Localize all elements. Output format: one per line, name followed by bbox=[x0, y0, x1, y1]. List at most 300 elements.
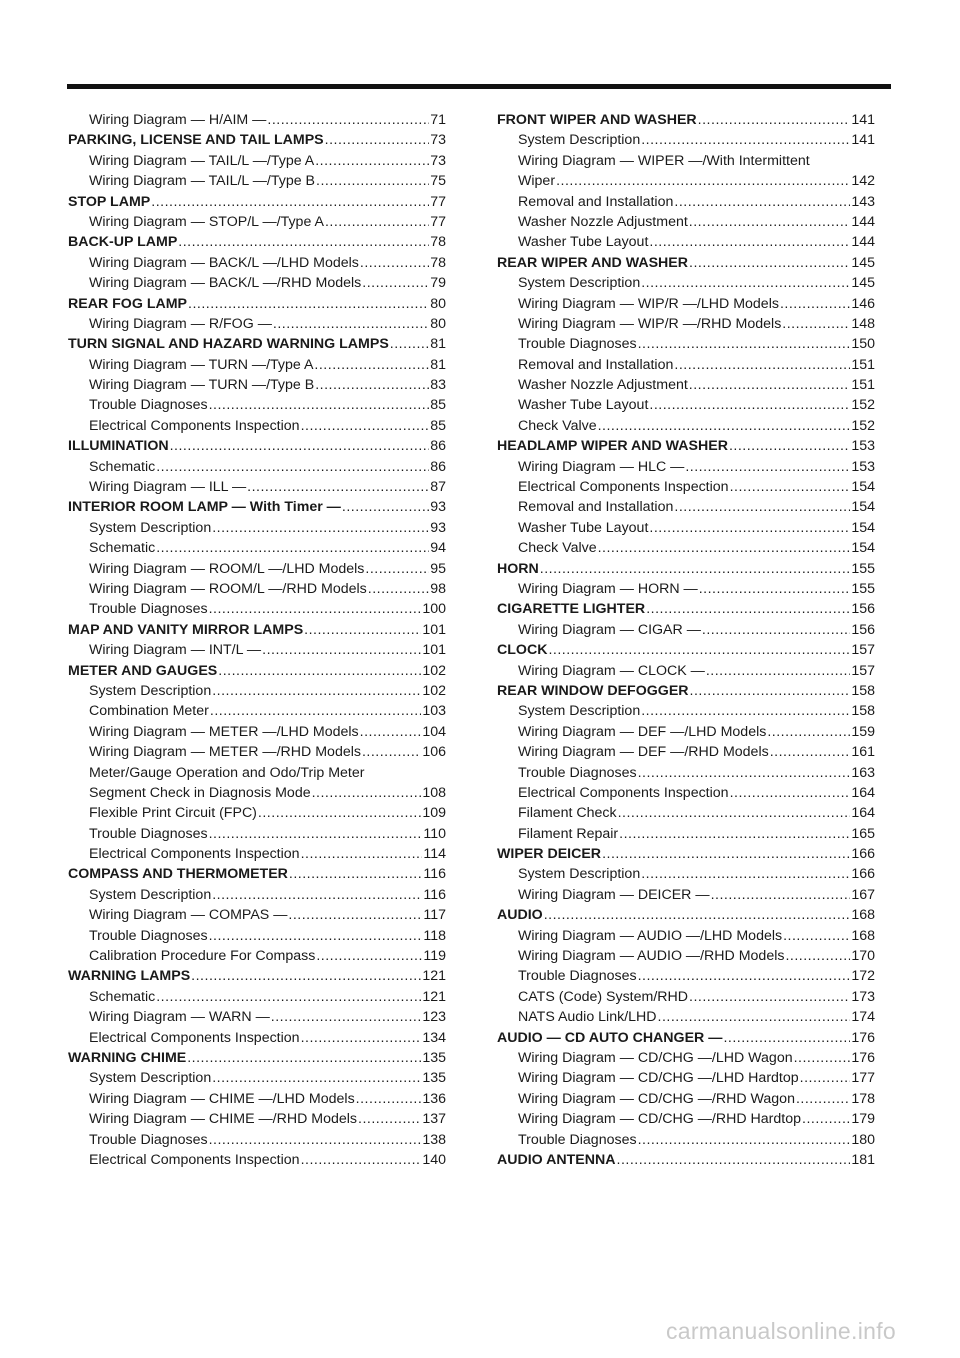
dot-leader bbox=[649, 518, 850, 538]
dot-leader bbox=[301, 844, 423, 864]
toc-entry-title: Trouble Diagnoses bbox=[518, 336, 637, 353]
toc-page-number: 154 bbox=[851, 499, 875, 516]
toc-page-number: 117 bbox=[423, 907, 446, 924]
dot-leader bbox=[689, 375, 851, 395]
toc-entry-wiring-diagram-back-l-lhd-models[interactable] bbox=[68, 253, 446, 273]
dot-leader bbox=[689, 253, 850, 273]
toc-entry-wiring-diagram-turn-type-b[interactable] bbox=[68, 375, 446, 395]
toc-entry-title: CATS (Code) System/RHD bbox=[518, 988, 689, 1005]
toc-section-front-wiper-and-washer[interactable] bbox=[497, 110, 875, 130]
dot-leader bbox=[356, 1089, 422, 1109]
toc-entry-system-description[interactable] bbox=[68, 885, 446, 905]
dot-leader bbox=[210, 701, 421, 721]
toc-entry-title: HORN bbox=[497, 560, 539, 577]
toc-page-number: 156 bbox=[851, 621, 875, 638]
toc-entry-title: Wiring Diagram — CHIME —/LHD Models bbox=[89, 1090, 355, 1107]
toc-entry-title: Check Valve bbox=[518, 417, 597, 434]
dot-leader bbox=[800, 1068, 851, 1088]
toc-entry-title: Washer Nozzle Adjustment bbox=[518, 377, 688, 394]
toc-page-number: 78 bbox=[430, 234, 446, 251]
toc-section-horn[interactable] bbox=[497, 559, 875, 579]
dot-leader bbox=[598, 416, 851, 436]
toc-page-number: 168 bbox=[851, 907, 875, 924]
toc-page-number: 116 bbox=[423, 886, 446, 903]
toc-entry-title: Wiring Diagram — DEF —/RHD Models bbox=[518, 744, 769, 761]
toc-page-number: 166 bbox=[851, 866, 875, 883]
toc-entry-trouble-diagnoses[interactable] bbox=[68, 926, 446, 946]
toc-page-number: 114 bbox=[423, 846, 446, 863]
dot-leader bbox=[362, 273, 429, 293]
toc-entry-wiring-diagram-def-lhd-models[interactable] bbox=[497, 722, 875, 742]
toc-entry-title: Wiring Diagram — TURN —/Type B bbox=[89, 377, 315, 394]
toc-page-number: 95 bbox=[430, 560, 446, 577]
toc-section-illumination[interactable] bbox=[68, 436, 446, 456]
toc-entry-meter-gauge-operation-and-odo-trip-meter[interactable] bbox=[68, 763, 446, 783]
toc-page-number: 104 bbox=[422, 723, 446, 740]
toc-entry-wiring-diagram-meter-lhd-models[interactable] bbox=[68, 722, 446, 742]
toc-entry-electrical-components-inspection[interactable] bbox=[68, 416, 446, 436]
toc-entry-title: Removal and Installation bbox=[518, 193, 674, 210]
toc-page-number: 145 bbox=[851, 254, 875, 271]
toc-page-number: 157 bbox=[851, 662, 875, 679]
dot-leader bbox=[304, 620, 421, 640]
toc-entry-title: System Description bbox=[518, 275, 641, 292]
toc-entry-title: Washer Tube Layout bbox=[518, 397, 649, 414]
toc-entry-schematic[interactable] bbox=[68, 457, 446, 477]
dot-leader bbox=[702, 620, 850, 640]
dot-leader bbox=[674, 192, 850, 212]
toc-page-number: 156 bbox=[851, 601, 875, 618]
dot-leader bbox=[209, 1130, 422, 1150]
toc-entry-title: Wiring Diagram — STOP/L —/Type A bbox=[89, 213, 324, 230]
toc-entry-system-description[interactable] bbox=[497, 701, 875, 721]
toc-page-number: 134 bbox=[422, 1029, 446, 1046]
toc-entry-wiring-diagram-deicer[interactable] bbox=[497, 885, 875, 905]
toc-entry-title: Filament Check bbox=[518, 805, 617, 822]
toc-section-cigarette-lighter[interactable] bbox=[497, 599, 875, 619]
toc-entry-title: Trouble Diagnoses bbox=[518, 1131, 637, 1148]
toc-entry-electrical-components-inspection[interactable] bbox=[68, 1150, 446, 1170]
toc-entry-trouble-diagnoses[interactable] bbox=[497, 1130, 875, 1150]
toc-entry-system-description[interactable] bbox=[68, 681, 446, 701]
toc-section-meter-and-gauges[interactable] bbox=[68, 661, 446, 681]
toc-entry-wiring-diagram-cigar[interactable] bbox=[497, 620, 875, 640]
dot-leader bbox=[598, 538, 851, 558]
toc-entry-trouble-diagnoses[interactable] bbox=[68, 824, 446, 844]
toc-page-number: 146 bbox=[851, 295, 875, 312]
toc-section-compass-and-thermometer[interactable] bbox=[68, 864, 446, 884]
toc-entry-title: Calibration Procedure For Compass bbox=[89, 948, 316, 965]
dot-leader bbox=[638, 1130, 851, 1150]
toc-entry-title: Segment Check in Diagnosis Mode bbox=[89, 784, 311, 801]
dot-leader bbox=[314, 355, 429, 375]
toc-entry-title: REAR WIPER AND WASHER bbox=[497, 254, 689, 271]
toc-entry-title: Wiring Diagram — ROOM/L —/LHD Models bbox=[89, 560, 365, 577]
toc-section-headlamp-wiper-and-washer[interactable] bbox=[497, 436, 875, 456]
toc-page-number: 165 bbox=[851, 825, 875, 842]
dot-leader bbox=[690, 681, 851, 701]
toc-entry-wiring-diagram-audio-lhd-models[interactable] bbox=[497, 926, 875, 946]
toc-entry-wiring-diagram-chime-lhd-models[interactable] bbox=[68, 1089, 446, 1109]
toc-entry-wiring-diagram-audio-rhd-models[interactable] bbox=[497, 946, 875, 966]
toc-entry-title: Trouble Diagnoses bbox=[89, 825, 208, 842]
dot-leader bbox=[544, 905, 851, 925]
toc-page-number: 154 bbox=[851, 479, 875, 496]
toc-entry-filament-check[interactable] bbox=[497, 803, 875, 823]
toc-entry-title: Wiring Diagram — CLOCK — bbox=[518, 662, 705, 679]
toc-page-number: 152 bbox=[851, 417, 875, 434]
toc-entry-check-valve[interactable] bbox=[497, 538, 875, 558]
toc-entry-title: Wiring Diagram — COMPAS — bbox=[89, 907, 288, 924]
toc-entry-system-description[interactable] bbox=[497, 130, 875, 150]
toc-page-number: 80 bbox=[430, 315, 446, 332]
toc-entry-wiring-diagram-clock[interactable] bbox=[497, 661, 875, 681]
dot-leader bbox=[706, 661, 850, 681]
toc-section-audio-cd-auto-changer[interactable] bbox=[497, 1028, 875, 1048]
toc-page-number: 157 bbox=[851, 642, 875, 659]
toc-entry-trouble-diagnoses[interactable] bbox=[68, 395, 446, 415]
toc-page-number: 123 bbox=[422, 1009, 446, 1026]
toc-entry-removal-and-installation[interactable] bbox=[497, 355, 875, 375]
dot-leader bbox=[649, 232, 850, 252]
toc-page-number: 140 bbox=[422, 1151, 446, 1168]
dot-leader bbox=[638, 966, 851, 986]
toc-entry-wiring-diagram-hlc[interactable] bbox=[497, 457, 875, 477]
toc-page-number: 78 bbox=[430, 254, 446, 271]
toc-entry-electrical-components-inspection[interactable] bbox=[68, 1028, 446, 1048]
toc-entry-schematic[interactable] bbox=[68, 987, 446, 1007]
toc-entry-title: Wiring Diagram — TAIL/L —/Type B bbox=[89, 173, 316, 190]
toc-entry-title: System Description bbox=[89, 519, 212, 536]
dot-leader bbox=[188, 294, 429, 314]
toc-entry-washer-nozzle-adjustment[interactable] bbox=[497, 375, 875, 395]
toc-entry-check-valve[interactable] bbox=[497, 416, 875, 436]
dot-leader bbox=[646, 599, 850, 619]
toc-entry-wiring-diagram-ill[interactable] bbox=[68, 477, 446, 497]
toc-section-warning-chime[interactable] bbox=[68, 1048, 446, 1068]
toc-entry-title: System Description bbox=[518, 703, 641, 720]
dot-leader bbox=[689, 212, 851, 232]
toc-entry-title: Meter/Gauge Operation and Odo/Trip Meter bbox=[89, 764, 365, 781]
toc-entry-system-description[interactable] bbox=[68, 1068, 446, 1088]
toc-entry-title: Wiring Diagram — HORN — bbox=[518, 581, 698, 597]
toc-entry-wiring-diagram-cd-chg-rhd-wagon[interactable] bbox=[497, 1089, 875, 1109]
toc-entry-wiring-diagram-wip-r-rhd-models[interactable] bbox=[497, 314, 875, 334]
toc-entry-title: STOP LAMP bbox=[68, 193, 151, 210]
toc-page-number: 93 bbox=[430, 499, 446, 516]
dot-leader bbox=[312, 783, 422, 803]
toc-entry-title: Wiring Diagram — HLC — bbox=[518, 458, 685, 475]
toc-page-number: 154 bbox=[851, 519, 875, 536]
dot-leader bbox=[191, 966, 421, 986]
toc-entry-trouble-diagnoses[interactable] bbox=[497, 966, 875, 986]
dot-leader bbox=[698, 110, 851, 130]
toc-entry-wiring-diagram-horn[interactable] bbox=[497, 579, 875, 599]
toc-page-number: 80 bbox=[430, 295, 446, 312]
toc-entry-trouble-diagnoses[interactable] bbox=[497, 334, 875, 354]
toc-entry-wiper[interactable] bbox=[497, 171, 875, 191]
toc-page-number: 176 bbox=[851, 1049, 875, 1066]
toc-page-number: 73 bbox=[430, 152, 446, 169]
toc-entry-wiring-diagram-tail-l-type-a[interactable] bbox=[68, 151, 446, 171]
toc-section-warning-lamps[interactable] bbox=[68, 966, 446, 986]
toc-section-stop-lamp[interactable] bbox=[68, 192, 446, 212]
toc-section-audio-antenna[interactable] bbox=[497, 1150, 875, 1170]
toc-entry-trouble-diagnoses[interactable] bbox=[68, 1130, 446, 1150]
toc-page-number: 86 bbox=[430, 438, 446, 455]
dot-leader bbox=[288, 905, 422, 925]
dot-leader bbox=[767, 722, 850, 742]
toc-page-number: 121 bbox=[422, 968, 446, 985]
top-rule bbox=[67, 84, 891, 89]
toc-entry-electrical-components-inspection[interactable] bbox=[497, 783, 875, 803]
toc-entry-combination-meter[interactable] bbox=[68, 701, 446, 721]
toc-page-number: 110 bbox=[423, 825, 446, 842]
toc-page-number: 177 bbox=[851, 1070, 875, 1087]
toc-entry-wiring-diagram-r-fog[interactable] bbox=[68, 314, 446, 334]
dot-leader bbox=[289, 864, 422, 884]
toc-section-rear-wiper-and-washer[interactable] bbox=[497, 253, 875, 273]
toc-page-number: 141 bbox=[851, 112, 875, 128]
toc-entry-title: Electrical Components Inspection bbox=[89, 846, 300, 863]
dot-leader bbox=[212, 885, 422, 905]
toc-entry-wiring-diagram-tail-l-type-b[interactable] bbox=[68, 171, 446, 191]
toc-entry-title: Wiring Diagram — ILL — bbox=[89, 479, 247, 496]
toc-page-number: 170 bbox=[851, 948, 875, 965]
dot-leader bbox=[730, 783, 851, 803]
toc-entry-system-description[interactable] bbox=[68, 518, 446, 538]
toc-page-number: 71 bbox=[430, 112, 446, 128]
toc-entry-title: AUDIO ANTENNA bbox=[497, 1151, 616, 1168]
toc-entry-title: Wiring Diagram — BACK/L —/LHD Models bbox=[89, 254, 359, 271]
toc-entry-wiring-diagram-stop-l-type-a[interactable] bbox=[68, 212, 446, 232]
toc-entry-title: Electrical Components Inspection bbox=[89, 417, 300, 434]
toc-entry-trouble-diagnoses[interactable] bbox=[497, 763, 875, 783]
toc-page-number: 153 bbox=[851, 458, 875, 475]
dot-leader bbox=[783, 926, 850, 946]
toc-entry-washer-tube-layout[interactable] bbox=[497, 232, 875, 252]
toc-entry-title: AUDIO — CD AUTO CHANGER — bbox=[497, 1029, 723, 1046]
toc-page-number: 121 bbox=[422, 988, 446, 1005]
toc-entry-wiring-diagram-chime-rhd-models[interactable] bbox=[68, 1109, 446, 1129]
toc-entry-removal-and-installation[interactable] bbox=[497, 192, 875, 212]
toc-entry-title: Washer Nozzle Adjustment bbox=[518, 213, 688, 230]
toc-entry-wiring-diagram-cd-chg-lhd-hardtop[interactable] bbox=[497, 1068, 875, 1088]
toc-page-number: 116 bbox=[423, 866, 446, 883]
toc-page-number: 100 bbox=[422, 601, 446, 618]
dot-leader bbox=[641, 273, 850, 293]
toc-page-number: 174 bbox=[851, 1009, 875, 1026]
toc-entry-schematic[interactable] bbox=[68, 538, 446, 558]
toc-entry-title: COMPASS AND THERMOMETER bbox=[68, 866, 288, 883]
dot-leader bbox=[649, 395, 850, 415]
watermark: carmanualsonline.info bbox=[665, 1318, 896, 1344]
toc-entry-wiring-diagram-cd-chg-rhd-hardtop[interactable] bbox=[497, 1109, 875, 1129]
toc-entry-washer-tube-layout[interactable] bbox=[497, 518, 875, 538]
toc-entry-title: WARNING CHIME bbox=[68, 1049, 187, 1066]
dot-leader bbox=[209, 824, 423, 844]
dot-leader bbox=[618, 803, 851, 823]
toc-page-number: 151 bbox=[851, 377, 875, 394]
toc-entry-wiring-diagram-meter-rhd-models[interactable] bbox=[68, 742, 446, 762]
toc-section-audio[interactable] bbox=[497, 905, 875, 925]
toc-page-number: 148 bbox=[851, 315, 875, 332]
toc-entry-wiring-diagram-cd-chg-lhd-wagon[interactable] bbox=[497, 1048, 875, 1068]
toc-page-number: 137 bbox=[422, 1111, 446, 1128]
toc-entry-title: Filament Repair bbox=[518, 825, 619, 842]
toc-entry-wiring-diagram-compas[interactable] bbox=[68, 905, 446, 925]
toc-entry-wiring-diagram-back-l-rhd-models[interactable] bbox=[68, 273, 446, 293]
toc-entry-title: Flexible Print Circuit (FPC) bbox=[89, 805, 257, 822]
toc-entry-calibration-procedure-for-compass[interactable] bbox=[68, 946, 446, 966]
toc-page-number: 93 bbox=[430, 519, 446, 536]
toc-entry-title: Electrical Components Inspection bbox=[518, 479, 729, 496]
toc-entry-title: Removal and Installation bbox=[518, 499, 674, 516]
toc-section-parking-license-and-tail-lamps[interactable] bbox=[68, 130, 446, 150]
toc-entry-washer-tube-layout[interactable] bbox=[497, 395, 875, 415]
toc-section-interior-room-lamp-with-timer[interactable] bbox=[68, 497, 446, 517]
toc-entry-wiring-diagram-room-l-rhd-models[interactable] bbox=[68, 579, 446, 599]
toc-entry-wiring-diagram-wip-r-lhd-models[interactable] bbox=[497, 294, 875, 314]
toc-entry-wiring-diagram-h-aim[interactable] bbox=[68, 110, 446, 130]
toc-page-number: 159 bbox=[851, 723, 875, 740]
toc-page-number: 143 bbox=[851, 193, 875, 210]
toc-page-number: 102 bbox=[422, 682, 446, 699]
toc-entry-title: Electrical Components Inspection bbox=[89, 1151, 300, 1168]
dot-leader bbox=[218, 661, 421, 681]
toc-entry-washer-nozzle-adjustment[interactable] bbox=[497, 212, 875, 232]
toc-entry-trouble-diagnoses[interactable] bbox=[68, 599, 446, 619]
toc-page-number: 164 bbox=[851, 784, 875, 801]
toc-page-number: 75 bbox=[430, 173, 446, 190]
toc-entry-segment-check-in-diagnosis-mode[interactable] bbox=[68, 783, 446, 803]
dot-leader bbox=[156, 457, 429, 477]
toc-page-number: 73 bbox=[430, 132, 446, 149]
toc-page-number: 141 bbox=[851, 132, 875, 149]
toc-entry-filament-repair[interactable] bbox=[497, 824, 875, 844]
toc-page-number: 181 bbox=[851, 1151, 875, 1168]
toc-entry-title: Wiring Diagram — WIP/R —/RHD Models bbox=[518, 315, 782, 332]
toc-entry-title: Wiring Diagram — TURN —/Type A bbox=[89, 356, 314, 373]
dot-leader bbox=[316, 171, 429, 191]
toc-page-number: 77 bbox=[430, 193, 446, 210]
dot-leader bbox=[325, 212, 429, 232]
toc-entry-title: Combination Meter bbox=[89, 703, 209, 720]
toc-entry-system-description[interactable] bbox=[497, 273, 875, 293]
toc-entry-removal-and-installation[interactable] bbox=[497, 497, 875, 517]
toc-page-number: 85 bbox=[430, 417, 446, 434]
toc-entry-title: Trouble Diagnoses bbox=[518, 764, 637, 781]
toc-entry-title: WARNING LAMPS bbox=[68, 968, 191, 985]
toc-entry-title: Wiring Diagram — CD/CHG —/LHD Wagon bbox=[518, 1049, 793, 1066]
toc-entry-title: METER AND GAUGES bbox=[68, 662, 218, 679]
toc-page-number: 155 bbox=[851, 581, 875, 597]
toc-entry-system-description[interactable] bbox=[497, 864, 875, 884]
toc-entry-title: REAR WINDOW DEFOGGER bbox=[497, 682, 689, 699]
toc-entry-cats-code-system-rhd[interactable] bbox=[497, 987, 875, 1007]
dot-leader bbox=[390, 334, 429, 354]
toc-entry-title: Wiring Diagram — DEICER — bbox=[518, 886, 710, 903]
toc-entry-title: Washer Tube Layout bbox=[518, 234, 649, 251]
toc-entry-title: Wiring Diagram — BACK/L —/RHD Models bbox=[89, 275, 362, 292]
toc-page-number: 101 bbox=[422, 642, 446, 659]
toc-entry-electrical-components-inspection[interactable] bbox=[68, 844, 446, 864]
toc-section-rear-fog-lamp[interactable] bbox=[68, 294, 446, 314]
dot-leader bbox=[301, 416, 430, 436]
toc-page-number: 118 bbox=[423, 927, 446, 944]
toc-section-turn-signal-and-hazard-warning-lamps[interactable] bbox=[68, 334, 446, 354]
dot-leader bbox=[685, 457, 850, 477]
toc-page-number: 119 bbox=[423, 948, 446, 965]
toc-entry-title: ILLUMINATION bbox=[68, 438, 169, 455]
toc-entry-title: INTERIOR ROOM LAMP — With Timer — bbox=[68, 499, 341, 516]
toc-entry-title: Wiring Diagram — R/FOG — bbox=[89, 315, 272, 332]
toc-page-number: 81 bbox=[430, 336, 446, 353]
toc-page-number: 180 bbox=[851, 1131, 875, 1148]
toc-entry-title: WIPER DEICER bbox=[497, 846, 602, 863]
toc-page-number: 166 bbox=[851, 846, 875, 863]
toc-entry-wiring-diagram-room-l-lhd-models[interactable] bbox=[68, 559, 446, 579]
toc-entry-title: System Description bbox=[89, 1070, 212, 1087]
dot-leader bbox=[360, 253, 429, 273]
dot-leader bbox=[258, 803, 421, 823]
toc-page-number: 172 bbox=[851, 968, 875, 985]
toc-entry-title: Wiring Diagram — WIP/R —/LHD Models bbox=[518, 295, 779, 312]
dot-leader bbox=[638, 763, 851, 783]
toc-entry-title: Wiring Diagram — H/AIM — bbox=[89, 112, 267, 128]
toc-page-number: 178 bbox=[851, 1090, 875, 1107]
toc-entry-wiring-diagram-def-rhd-models[interactable] bbox=[497, 742, 875, 762]
dot-leader bbox=[315, 375, 429, 395]
toc-entry-title: Wiring Diagram — WIPER —/With Intermittent bbox=[518, 152, 810, 169]
toc-entry-title: BACK-UP LAMP bbox=[68, 234, 178, 251]
dot-leader bbox=[358, 1109, 421, 1129]
dot-leader bbox=[360, 722, 422, 742]
toc-entry-wiring-diagram-int-l[interactable] bbox=[68, 640, 446, 660]
dot-leader bbox=[658, 1007, 851, 1027]
toc-entry-title: Wiring Diagram — CIGAR — bbox=[518, 621, 701, 638]
dot-leader bbox=[209, 395, 430, 415]
toc-entry-wiring-diagram-turn-type-a[interactable] bbox=[68, 355, 446, 375]
dot-leader bbox=[794, 1048, 851, 1068]
toc-page-number: 154 bbox=[851, 540, 875, 557]
toc-page-number: 103 bbox=[422, 703, 446, 720]
toc-entry-title: Wiring Diagram — DEF —/LHD Models bbox=[518, 723, 767, 740]
toc-entry-flexible-print-circuit-fpc[interactable] bbox=[68, 803, 446, 823]
toc-section-back-up-lamp[interactable] bbox=[68, 232, 446, 252]
toc-page-number: 77 bbox=[430, 213, 446, 230]
toc-section-rear-window-defogger[interactable] bbox=[497, 681, 875, 701]
toc-entry-title: Wiring Diagram — ROOM/L —/RHD Models bbox=[89, 580, 367, 597]
toc-section-clock[interactable] bbox=[497, 640, 875, 660]
toc-page-number: 102 bbox=[422, 662, 446, 679]
toc-page-number: 158 bbox=[851, 703, 875, 720]
toc-section-wiper-deicer[interactable] bbox=[497, 844, 875, 864]
toc-entry-title: Trouble Diagnoses bbox=[89, 397, 208, 414]
toc-page-number: 109 bbox=[422, 805, 446, 822]
toc-entry-electrical-components-inspection[interactable] bbox=[497, 477, 875, 497]
toc-entry-title: Washer Tube Layout bbox=[518, 519, 649, 536]
toc-entry-wiring-diagram-warn[interactable] bbox=[68, 1007, 446, 1027]
toc-page-number: 145 bbox=[851, 275, 875, 292]
dot-leader bbox=[365, 559, 429, 579]
toc-section-map-and-vanity-mirror-lamps[interactable] bbox=[68, 620, 446, 640]
toc-entry-title: Trouble Diagnoses bbox=[89, 601, 208, 618]
dot-leader bbox=[212, 518, 429, 538]
toc-entry-nats-audio-link-lhd[interactable] bbox=[497, 1007, 875, 1027]
toc-entry-wiring-diagram-wiper-with-intermittent[interactable] bbox=[497, 151, 875, 171]
toc-page-number: 176 bbox=[851, 1029, 875, 1046]
